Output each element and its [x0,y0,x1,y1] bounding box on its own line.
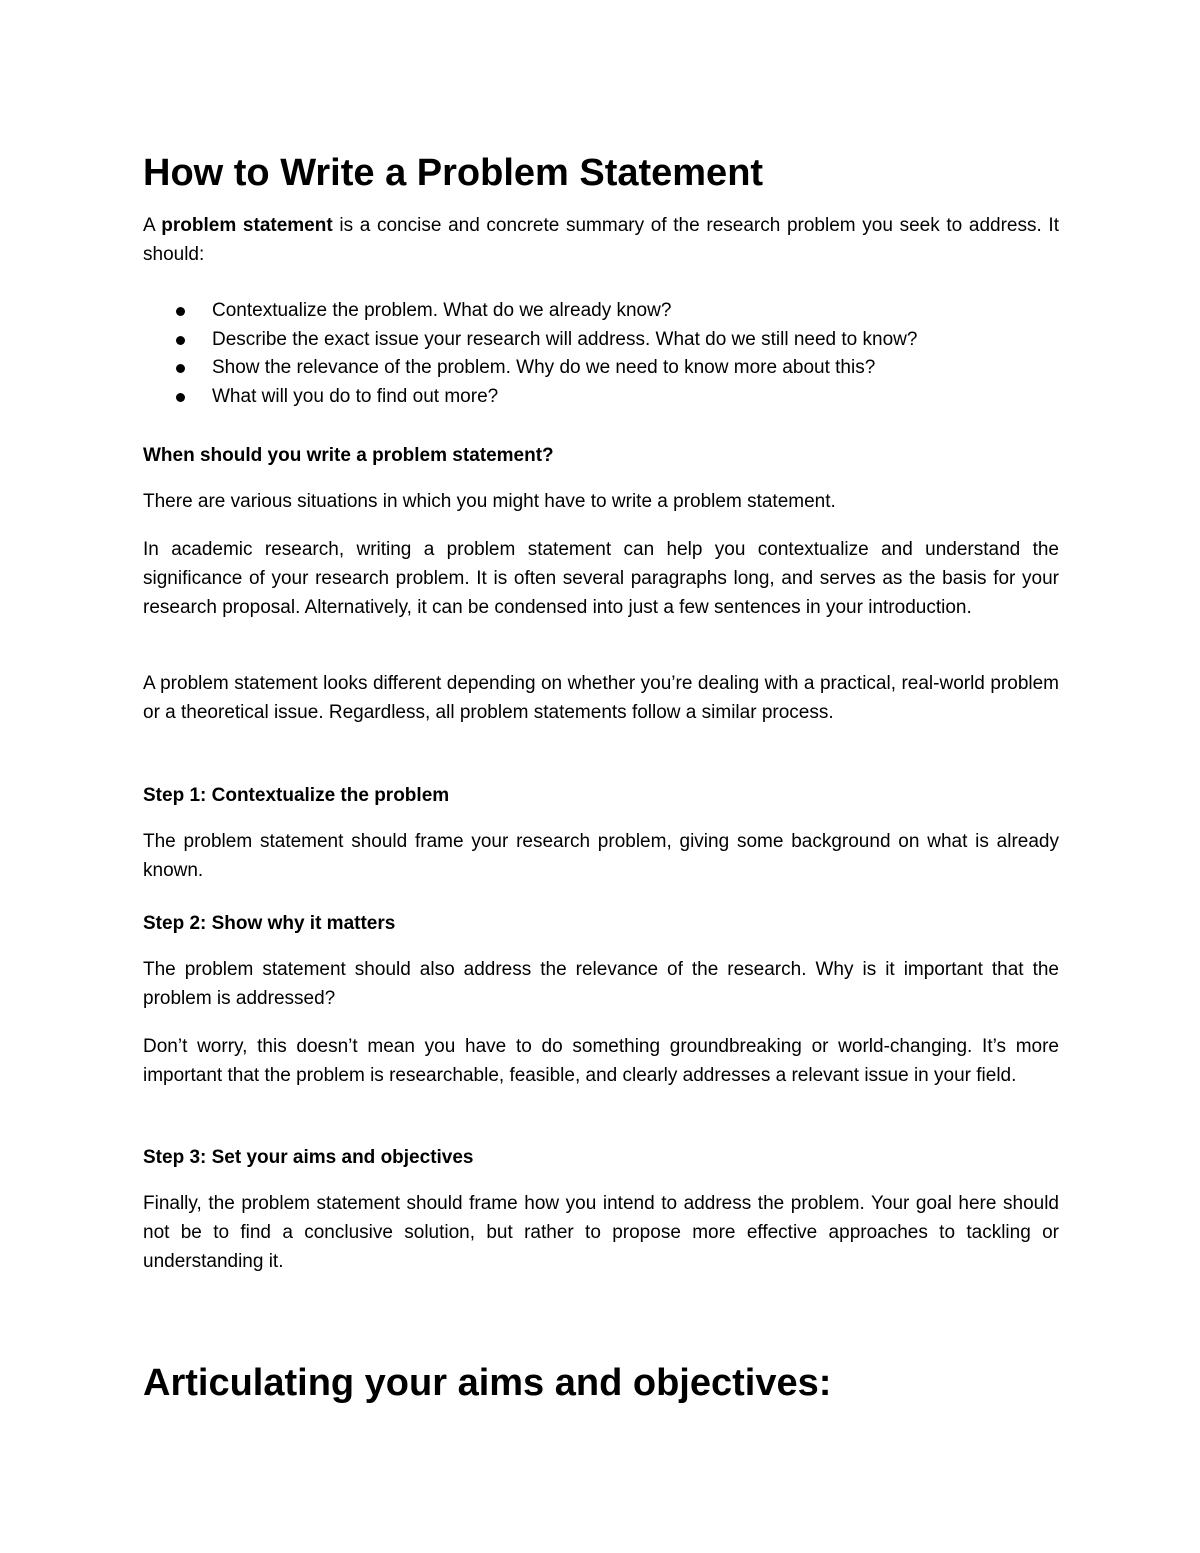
step3-heading: Step 3: Set your aims and objectives [143,1147,474,1168]
list-item-text: Describe the exact issue your research will address. What do we still need to know? [212,328,918,350]
when-paragraph-3: A problem statement looks different depending on whether you’re dealing with a practical, real-world problem or a theoretical issue. Regardless, all problem statements follow a similar process. [143,673,1059,723]
list-item [143,297,1059,326]
bullet-icon [176,336,185,345]
step2-heading: Step 2: Show why it matters [143,913,396,934]
list-item [143,354,1059,383]
list-item-text: Show the relevance of the problem. Why do we need to know more about this? [212,357,876,378]
page-title: How to Write a Problem Statement [143,152,764,194]
list-item-text: Contextualize the problem. What do we already know? [212,300,672,321]
step1-heading: Step 1: Contextualize the problem [143,785,450,806]
when-paragraph-1: There are various situations in which you might have to write a problem statement. [143,491,836,512]
bullet-icon [176,364,185,373]
when-heading: When should you write a problem statement? [143,445,554,466]
when-paragraph-2: In academic research, writing a problem statement can help you contextualize and understand the significance of your research problem. It is often several paragraphs long, and serves as the basis for your research proposal. Alternatively, it can be condensed into just a few sentences in your introduction. [143,539,1059,618]
bullet-list [143,297,1059,411]
bullet-icon [176,307,185,316]
section-title-aims: Articulating your aims and objectives: [143,1362,832,1404]
step2-paragraph-1: The problem statement should also address the relevance of the research. Why is it important that the problem is addressed? [143,959,1059,1009]
list-item [143,326,1059,355]
intro-paragraph [143,211,1059,269]
step3-paragraph: Finally, the problem statement should frame how you intend to address the problem. Your goal here should not be to find a conclusive solution, but rather to propose more effective approaches to tackling or understanding it. [143,1193,1059,1272]
intro-bold-term: problem statement [161,215,333,236]
bullet-icon [176,393,185,402]
step1-paragraph: The problem statement should frame your research problem, giving some background on what is already known. [143,831,1059,881]
intro-prefix: A [143,215,162,236]
step2-paragraph-2: Don’t worry, this doesn’t mean you have to do something groundbreaking or world-changing. It’s more important that the problem is researchable, feasible, and clearly addresses a relevant issue in your field. [143,1036,1059,1086]
list-item-text: What will you do to find out more? [212,385,499,407]
list-item [143,383,1059,412]
intro-rest: is a concise and concrete summary of the research problem you seek to address. It should: [143,215,1059,265]
